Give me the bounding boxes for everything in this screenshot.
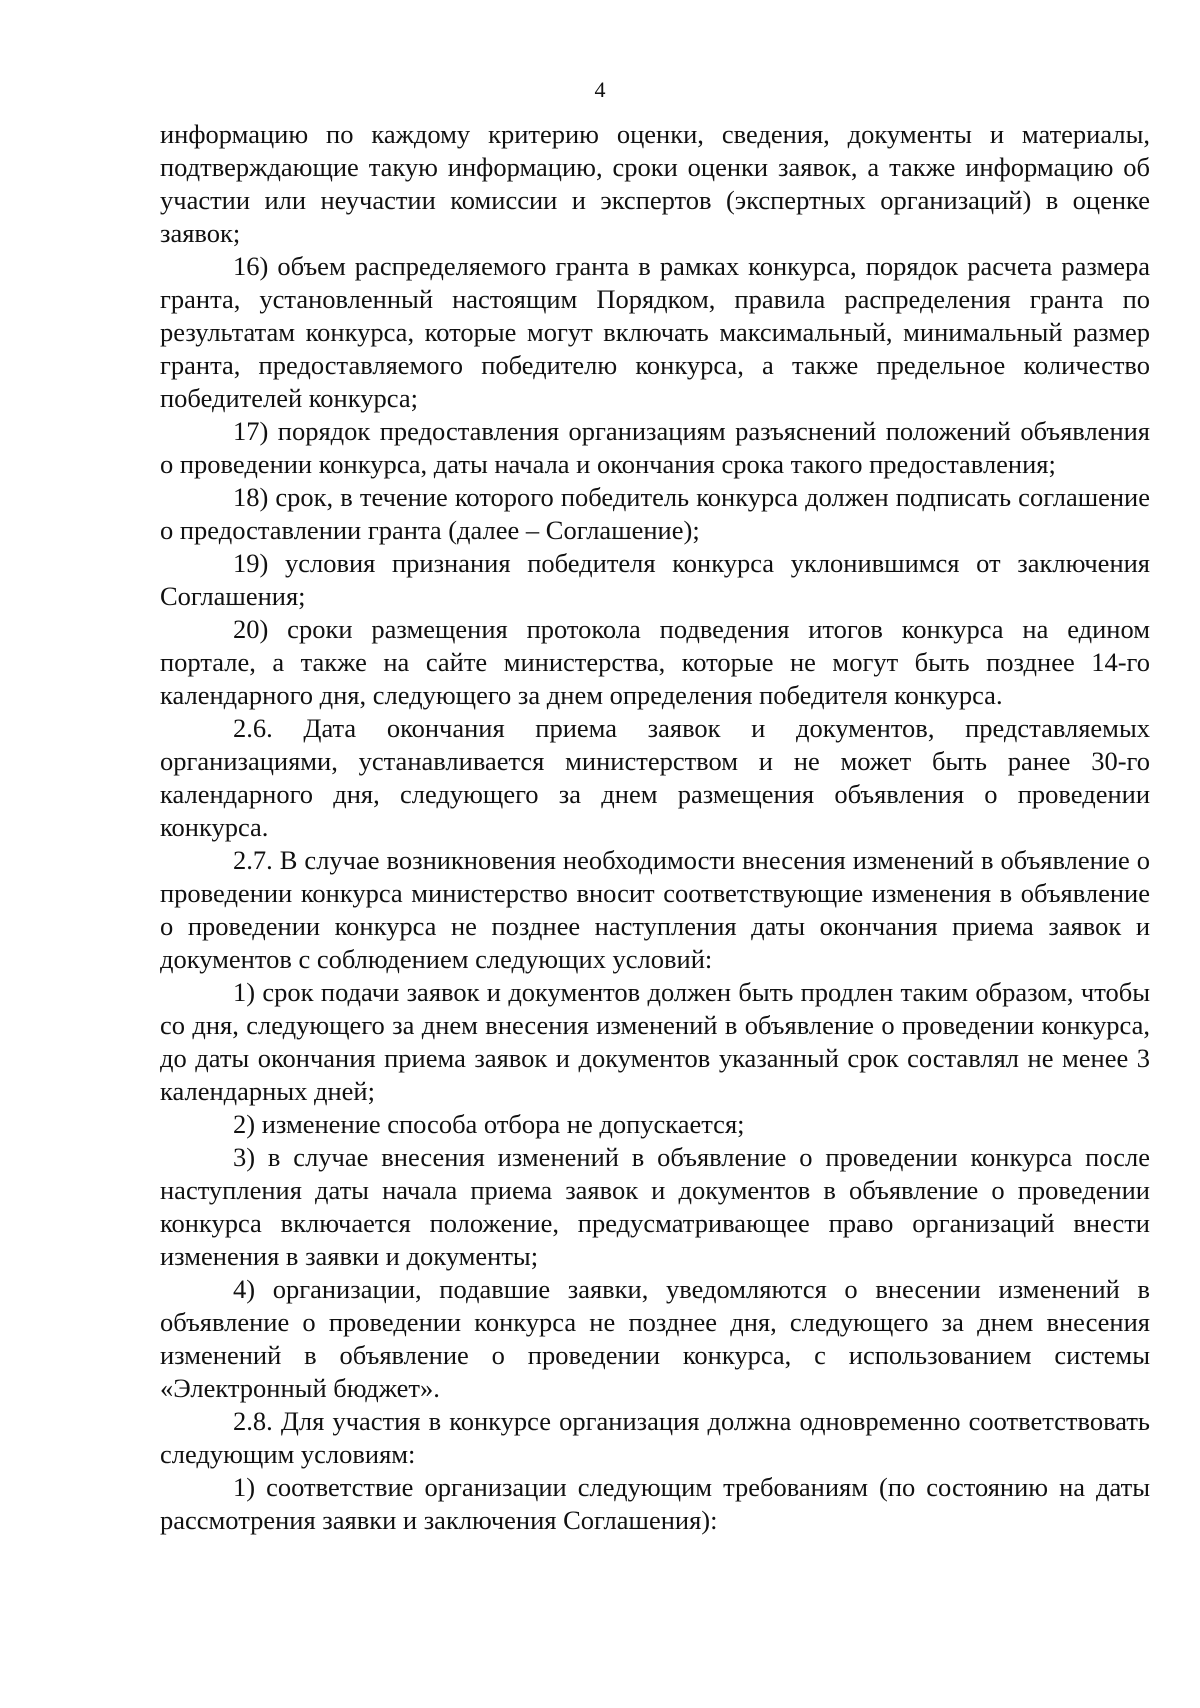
paragraph: 2.8. Для участия в конкурсе организация должна одновременно соответствовать следующим условиям: — [160, 1406, 1150, 1469]
paragraph: 2) изменение способа отбора не допускается; — [233, 1109, 745, 1139]
paragraph: 1) срок подачи заявок и документов должен быть продлен таким образом, чтобы со дня, следующего за днем внесения изменений в объявление о проведении конкурса, до даты окончания приема заявок и документов указанный срок составлял не менее 3 календарных дней; — [160, 977, 1150, 1106]
paragraph: 20) сроки размещения протокола подведения итогов конкурса на едином портале, а также на сайте министерства, которые не могут быть позднее 14-го календарного дня, следующего за днем определения победителя конкурса. — [160, 614, 1150, 710]
paragraph: 16) объем распределяемого гранта в рамках конкурса, порядок расчета размера гранта, установленный настоящим Порядком, правила распределения гранта по результатам конкурса, которые могут включать максимальный, минимальный размер гранта, предоставляемого победителю конкурса, а также предельное количество победителей конкурса; — [160, 251, 1150, 413]
paragraph: информацию по каждому критерию оценки, сведения, документы и материалы, подтверждающие такую информацию, сроки оценки заявок, а также информацию об участии или неучастии комиссии и экспертов (экспертных организаций) в оценке заявок; — [160, 119, 1150, 248]
paragraph: 18) срок, в течение которого победитель конкурса должен подписать соглашение о предоставлении гранта (далее – Соглашение); — [160, 482, 1150, 545]
paragraph: 2.6. Дата окончания приема заявок и документов, представляемых организациями, устанавливается министерством и не может быть ранее 30-го календарного дня, следующего за днем размещения объявления о проведении конкурса. — [160, 713, 1150, 842]
document-body — [160, 118, 1150, 1537]
paragraph: 17) порядок предоставления организациям разъяснений положений объявления о проведении конкурса, даты начала и окончания срока такого предоставления; — [160, 416, 1150, 479]
paragraph: 4) организации, подавшие заявки, уведомляются о внесении изменений в объявление о проведении конкурса не позднее дня, следующего за днем внесения изменений в объявление о проведении конкурса, с использованием системы «Электронный бюджет». — [160, 1274, 1150, 1403]
paragraph: 2.7. В случае возникновения необходимости внесения изменений в объявление о проведении конкурса министерство вносит соответствующие изменения в объявление о проведении конкурса не позднее наступления даты окончания приема заявок и документов с соблюдением следующих условий: — [160, 845, 1150, 974]
page-number: 4 — [594, 77, 606, 102]
paragraph: 3) в случае внесения изменений в объявление о проведении конкурса после наступления даты начала приема заявок и документов в объявление о проведении конкурса включается положение, предусматривающее право организаций внести изменения в заявки и документы; — [160, 1142, 1150, 1271]
paragraph: 19) условия признания победителя конкурса уклонившимся от заключения Соглашения; — [160, 548, 1150, 611]
paragraph: 1) соответствие организации следующим требованиям (по состоянию на даты рассмотрения заявки и заключения Соглашения): — [160, 1472, 1150, 1535]
